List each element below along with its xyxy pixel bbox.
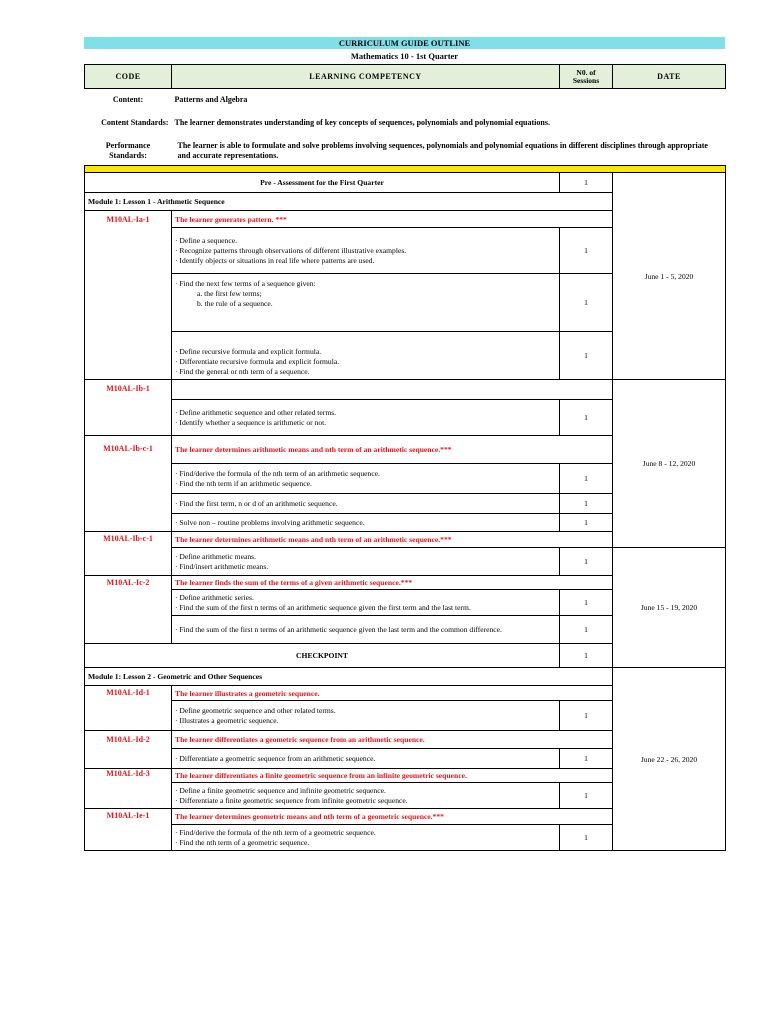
objective-subitem: a. the first few terms; [197, 289, 262, 298]
date-week-1: June 1 - 5, 2020 [613, 173, 726, 380]
objective-item: · Differentiate recursive formula and explicit formula. [175, 357, 340, 366]
objective-item: · Find the nth term of a geometric sequence. [175, 837, 310, 847]
code-m10al-id-3: M10AL-Id-3 [85, 769, 172, 809]
sessions-count: 1 [560, 494, 613, 514]
objective-item: · Differentiate a finite geometric sequence from infinite geometric sequence. [175, 795, 408, 805]
column-header-date: DATE [613, 65, 726, 89]
sessions-count: 1 [560, 701, 613, 731]
objective-item: · Recognize patterns through observations of different illustrative examples. [175, 245, 407, 255]
competency-text-empty [172, 380, 613, 400]
competency-text: The learner illustrates a geometric sequence. [172, 686, 613, 701]
objective-item: · Define geometric sequence and other related terms. [175, 705, 336, 715]
module1-lesson1-title: Module 1: Lesson 1 - Arithmetic Sequence [85, 193, 613, 211]
competency-text: The learner generates pattern. *** [172, 211, 613, 228]
objective-item: · Find the sum of the first n terms of an arithmetic sequence given the first term and the last term. [175, 602, 471, 612]
objective-item: · Find the nth term if an arithmetic sequence. [175, 478, 312, 488]
objective-item: · Define arithmetic sequence and other related terms. [175, 407, 337, 417]
competency-text: The learner determines arithmetic means and nth term of an arithmetic sequence.*** [172, 436, 613, 464]
sessions-count: 1 [560, 514, 613, 532]
module-heading-row [85, 668, 726, 686]
objective-item: · Find/insert arithmetic means. [175, 561, 269, 571]
objective-item: · Define a sequence. [175, 235, 237, 245]
objective-list [172, 332, 560, 380]
sessions-count: 1 [560, 825, 613, 851]
objective-item: · Find the first term, n or d of an arithmetic sequence. [172, 494, 560, 514]
objective-list [172, 274, 560, 332]
checkpoint-label: CHECKPOINT [85, 644, 560, 668]
sessions-count: 1 [560, 464, 613, 494]
objective-item: · Identify objects or situations in real life where patterns are used. [175, 255, 375, 265]
competency-text: The learner finds the sum of the terms of a given arithmetic sequence.*** [172, 576, 613, 590]
curriculum-guide [84, 37, 725, 851]
pre-assessment-row [85, 173, 726, 193]
objective-item: · Find/derive the formula of the nth term of a geometric sequence. [175, 827, 376, 837]
objective-list [172, 590, 560, 616]
competency-text: The learner determines arithmetic means and nth term of an arithmetic sequence.*** [172, 532, 613, 548]
yellow-divider [85, 166, 726, 173]
document-title: CURRICULUM GUIDE OUTLINE [84, 37, 725, 49]
objective-item: · Find/derive the formula of the nth term of an arithmetic sequence. [175, 468, 380, 478]
pre-assessment-sessions: 1 [560, 173, 613, 193]
competency-text: The learner differentiates a geometric sequence from an arithmetic sequence. [172, 731, 613, 749]
column-header-code: CODE [85, 65, 172, 89]
objective-item: · Define a finite geometric sequence and infinite geometric sequence. [175, 785, 386, 795]
objective-subitem: b. the rule of a sequence. [197, 299, 273, 308]
competency-text: The learner differentiates a finite geometric sequence from an infinite geometric sequence. [172, 769, 613, 783]
sessions-count: 1 [560, 590, 613, 616]
sessions-count: 1 [560, 400, 613, 436]
objective-item: · Differentiate a geometric sequence from an arithmetic sequence. [172, 749, 560, 769]
competency-text: The learner determines geometric means and nth term of a geometric sequence.*** [172, 809, 613, 825]
document-subtitle: Mathematics 10 - 1st Quarter [350, 51, 459, 61]
objective-list [172, 464, 560, 494]
objective-item: · Define recursive formula and explicit formula. [175, 347, 322, 356]
code-m10al-ib-1: M10AL-Ib-1 [85, 380, 172, 436]
date-week-3: June 15 - 19, 2020 [613, 548, 726, 668]
pre-assessment-label: Pre - Assessment for the First Quarter [85, 173, 560, 193]
objective-row [85, 548, 726, 576]
performance-standards-row [85, 136, 726, 166]
objective-item: · Identify whether a sequence is arithmetic or not. [175, 417, 327, 427]
objective-item: · Find the next few terms of a sequence given: [175, 279, 316, 288]
objective-list [172, 825, 560, 851]
sessions-count: 1 [560, 228, 613, 274]
content-row [85, 89, 726, 112]
content-label: Content: [112, 95, 144, 104]
code-m10al-ia-1: M10AL-Ia-1 [85, 211, 172, 380]
date-week-4: June 22 - 26, 2020 [613, 668, 726, 851]
code-m10al-ib-c-1-b: M10AL-Ib-c-1 [85, 532, 172, 576]
objective-item: · Illustrates a geometric sequence. [175, 715, 279, 725]
sessions-count: 1 [560, 616, 613, 644]
sessions-count: 1 [560, 332, 613, 380]
code-m10al-id-1: M10AL-Id-1 [85, 686, 172, 731]
objective-list [172, 783, 560, 809]
objective-item: · Find the general or nth term of a sequence. [175, 367, 310, 376]
sessions-count: 1 [560, 274, 613, 332]
content-standards-row [85, 112, 726, 136]
code-m10al-id-2: M10AL-Id-2 [85, 731, 172, 769]
sessions-count: 1 [560, 783, 613, 809]
objective-item: · Solve non – routine problems involving arithmetic sequence. [172, 514, 560, 532]
date-week-2: June 8 - 12, 2020 [613, 380, 726, 548]
performance-standards-value: The learner is able to formulate and solve problems involving sequences, polynomials and polynomial equations in different disciplines through appropriate and accurate representations. [177, 140, 708, 160]
curriculum-table [84, 64, 726, 851]
competency-row [85, 380, 726, 400]
checkpoint-sessions: 1 [560, 644, 613, 668]
performance-standards-label: Performance Standards: [105, 140, 151, 160]
column-header-competency: LEARNING COMPETENCY [172, 65, 560, 89]
objective-list [172, 228, 560, 274]
objective-list [172, 701, 560, 731]
content-value: Patterns and Algebra [174, 95, 248, 104]
objective-item: · Define arithmetic series. [175, 592, 254, 602]
module1-lesson2-title: Module 1: Lesson 2 - Geometric and Other Sequences [85, 668, 613, 686]
code-m10al-ib-c-1: M10AL-Ib-c-1 [85, 436, 172, 532]
code-m10al-ie-1: M10AL-Ie-1 [85, 809, 172, 851]
objective-list [172, 400, 560, 436]
content-standards-label: Content Standards: [101, 117, 169, 127]
content-standards-value: The learner demonstrates understanding of key concepts of sequences, polynomials and polynomial equations. [174, 117, 550, 127]
column-header-sessions: N0. of Sessions [560, 65, 613, 89]
sessions-count: 1 [560, 548, 613, 576]
objective-list [172, 548, 560, 576]
objective-item: · Define arithmetic means. [175, 551, 256, 561]
sessions-count: 1 [560, 749, 613, 769]
header-row [85, 65, 726, 89]
objective-item: · Find the sum of the first n terms of an arithmetic sequence given the last term and the common difference. [172, 616, 560, 644]
code-m10al-ic-2: M10AL-Ic-2 [85, 576, 172, 644]
